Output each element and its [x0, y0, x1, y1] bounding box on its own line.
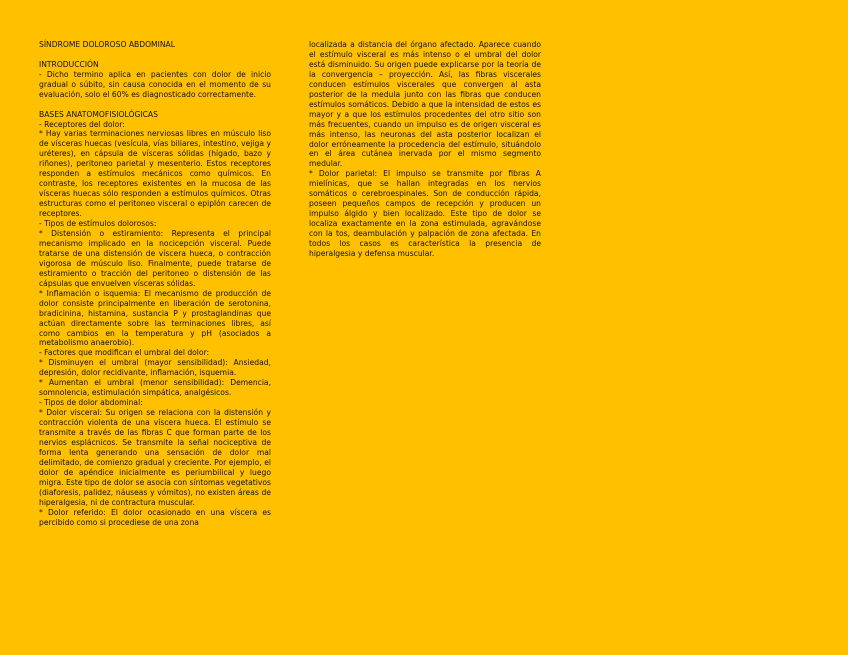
threshold-heading: - Factores que modifican el umbral del dolor: — [39, 348, 210, 358]
bases-heading: BASES ANATOMOFISIOLÓGICAS — [39, 109, 158, 119]
left-column — [39, 40, 271, 528]
right-column — [309, 40, 541, 259]
intro-paragraph: - Dicho termino aplica en pacientes con dolor de inicio gradual o súbito, sin causa conocida en el momento de su evaluación, solo el 60% es diagnosticado correctamente. — [39, 69, 271, 99]
visceral-pain-paragraph: * Dolor visceral: Su origen se relaciona con la distensión y contracción violenta de una víscera hueca. El estímulo se transmite a través de las fibras C que forman parte de los nervios esplácnicos. Se transmite la señal nociceptiva de forma lenta generando una sensación de dolor mal delimitado, de comienzo gradual y creciente. Por ejemplo, el dolor de apéndice inicialmente es periumbilical y luego migra. Este tipo de dolor se asocia con síntomas vegetativos (diaforesis, palidez, náuseas y vómitos), no existen áreas de hiperalgesia, ni de contractura muscular. — [39, 408, 271, 507]
document-title: SÍNDROME DOLOROSO ABDOMINAL — [39, 40, 175, 49]
threshold-increase-paragraph: * Aumentan el umbral (menor sensibilidad): Demencia, somnolencia, estimulación simpática, analgésicos. — [39, 378, 271, 398]
pain-types-heading: - Tipos de dolor abdominal: — [39, 398, 143, 408]
receptors-paragraph: * Hay varias terminaciones nerviosas libres en músculo liso de vísceras huecas (vesícula, vías biliares, intestino, vejiga y uréteres), en cápsula de vísceras sólidas (hígado, bazo y riñones), peritoneo parietal y mesenterio. Estos receptores responden a estímulos mecánicos como químicos. En contraste, los receptores existentes en la mucosa de las vísceras huecas sólo responden a estímulos químicos. Otras estructuras como el peritoneo visceral o epiplón carecen de receptores. — [39, 129, 271, 219]
spacer — [39, 100, 271, 110]
intro-heading: INTRODUCCIÓN — [39, 59, 99, 69]
receptors-heading: - Receptores del dolor: — [39, 119, 125, 129]
referred-pain-continuation: localizada a distancia del órgano afectado. Aparece cuando el estímulo visceral es más intenso o el umbral del dolor está disminuido. Su origen puede explicarse por la teoría de la convergencia – proyección. Así, las fibras viscerales conducen estímulos viscerales que convergen al asta posterior de la medula junto con las fibras que conducen estímulos somáticos. Debido a que la intensidad de estos es mayor y a que los estímulos procedentes del otro sitio son más frecuentes, cuando un impulso es de origen visceral es más intenso, las neuronas del asta posterior localizan el dolor erróneamente la procedencia del estímulo, situándolo en el área cutánea inervada por el mismo segmento medular. — [309, 40, 541, 169]
inflammation-paragraph: * Inflamación o isquemia: El mecanismo de producción de dolor consiste principalmente en liberación de serotonina, bradicinina, histamina, sustancia P y prostaglandinas que actúan directamente sobre las terminaciones libres, así como cambios en la temperatura y pH (asociados a metabolismo anaerobio). — [39, 288, 271, 348]
distension-paragraph: * Distensión o estiramiento: Representa el principal mecanismo implicado en la nocicepción visceral. Puede tratarse de una distensión de víscera hueca, o contracción vigorosa de músculo liso. Finalmente, puede tratarse de estiramiento o tracción del peritoneo o distensión de las cápsulas que envuelven vísceras sólidas. — [39, 228, 271, 288]
stimuli-heading: - Tipos de estímulos dolorosos: — [39, 219, 157, 229]
parietal-pain-paragraph: * Dolor parietal: El impulso se transmite por fibras A mielínicas, que se hallan integradas en los nervios somáticos o cerebroespinales. Son de conducción rápida, poseen pequeños campos de recepción y producen un impulso álgido y bien localizado. Este tipo de dolor se localiza exactamente en la zona estimulada, agravándose con la tos, deambulación y palpación de zona afectada. En todos los casos es característica la presencia de hiperalgesia y defensa muscular. — [309, 169, 541, 259]
referred-pain-paragraph: * Dolor referido: El dolor ocasionado en una víscera es percibido como si procediese de una zona — [39, 507, 271, 527]
spacer — [39, 50, 271, 60]
threshold-decrease-paragraph: * Disminuyen el umbral (mayor sensibilidad): Ansiedad, depresión, dolor recidivante, inflamación, isquemia. — [39, 358, 271, 378]
